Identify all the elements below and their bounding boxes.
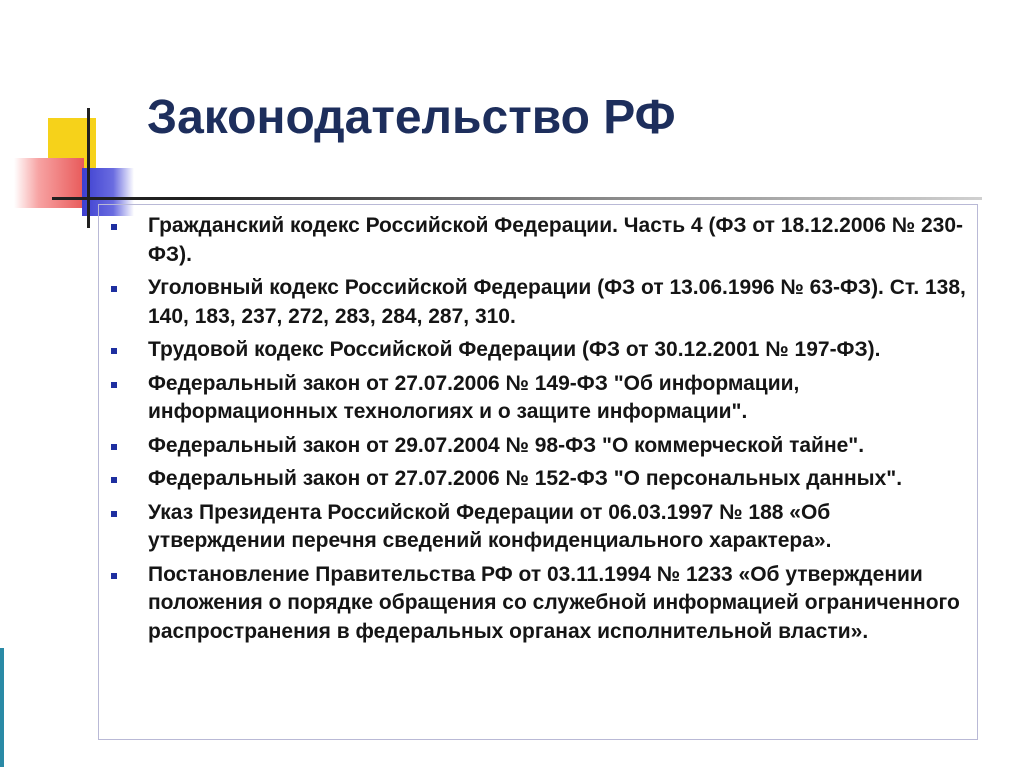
list-item-text: Трудовой кодекс Российской Федерации (ФЗ от 30.12.2001 № 197-ФЗ). — [148, 338, 881, 361]
list-item-text: Гражданский кодекс Российской Федерации. Часть 4 (ФЗ от 18.12.2006 № 230-ФЗ). — [148, 214, 963, 266]
list-item — [108, 274, 970, 331]
bullet-icon — [111, 348, 117, 354]
decor-red-square — [14, 158, 84, 208]
list-item — [108, 432, 970, 461]
list-item — [108, 336, 970, 365]
list-item — [108, 370, 970, 427]
list-item-text: Уголовный кодекс Российской Федерации (ФЗ от 13.06.1996 № 63-ФЗ). Ст. 138, 140, 183, 237, 272, 283, 284, 287, 310. — [148, 276, 966, 328]
list-item-text: Постановление Правительства РФ от 03.11.1994 № 1233 «Об утверждении положения о порядке обращения со служебной информацией ограниченного распространения в федеральных органах исполнительной власти». — [148, 562, 960, 643]
bullet-icon — [111, 286, 117, 292]
list-item-text: Указ Президента Российской Федерации от 06.03.1997 № 188 «Об утверждении перечня сведений конфиденциального характера». — [148, 500, 832, 552]
list-item — [108, 561, 970, 647]
bullet-icon — [111, 477, 117, 483]
list-item-text: Федеральный закон от 27.07.2006 № 149-ФЗ "Об информации, информационных технологиях и о защите информации". — [148, 371, 800, 423]
bullet-icon — [111, 224, 117, 230]
list-item-text: Федеральный закон от 27.07.2006 № 152-ФЗ "О персональных данных". — [148, 467, 903, 490]
edge-accent-bar — [0, 648, 4, 767]
bullet-icon — [111, 511, 117, 517]
decor-vertical-line — [87, 108, 90, 228]
decor-horizontal-line — [52, 197, 982, 200]
bullet-icon — [111, 573, 117, 579]
bullet-icon — [111, 382, 117, 388]
list-item — [108, 499, 970, 556]
bullet-icon — [111, 444, 117, 450]
list-item — [108, 465, 970, 494]
slide-title: Законодательство РФ — [147, 91, 676, 144]
list-item — [108, 212, 970, 269]
list-item-text: Федеральный закон от 29.07.2004 № 98-ФЗ "О коммерческой тайне". — [148, 433, 865, 457]
legislation-list — [108, 212, 970, 651]
